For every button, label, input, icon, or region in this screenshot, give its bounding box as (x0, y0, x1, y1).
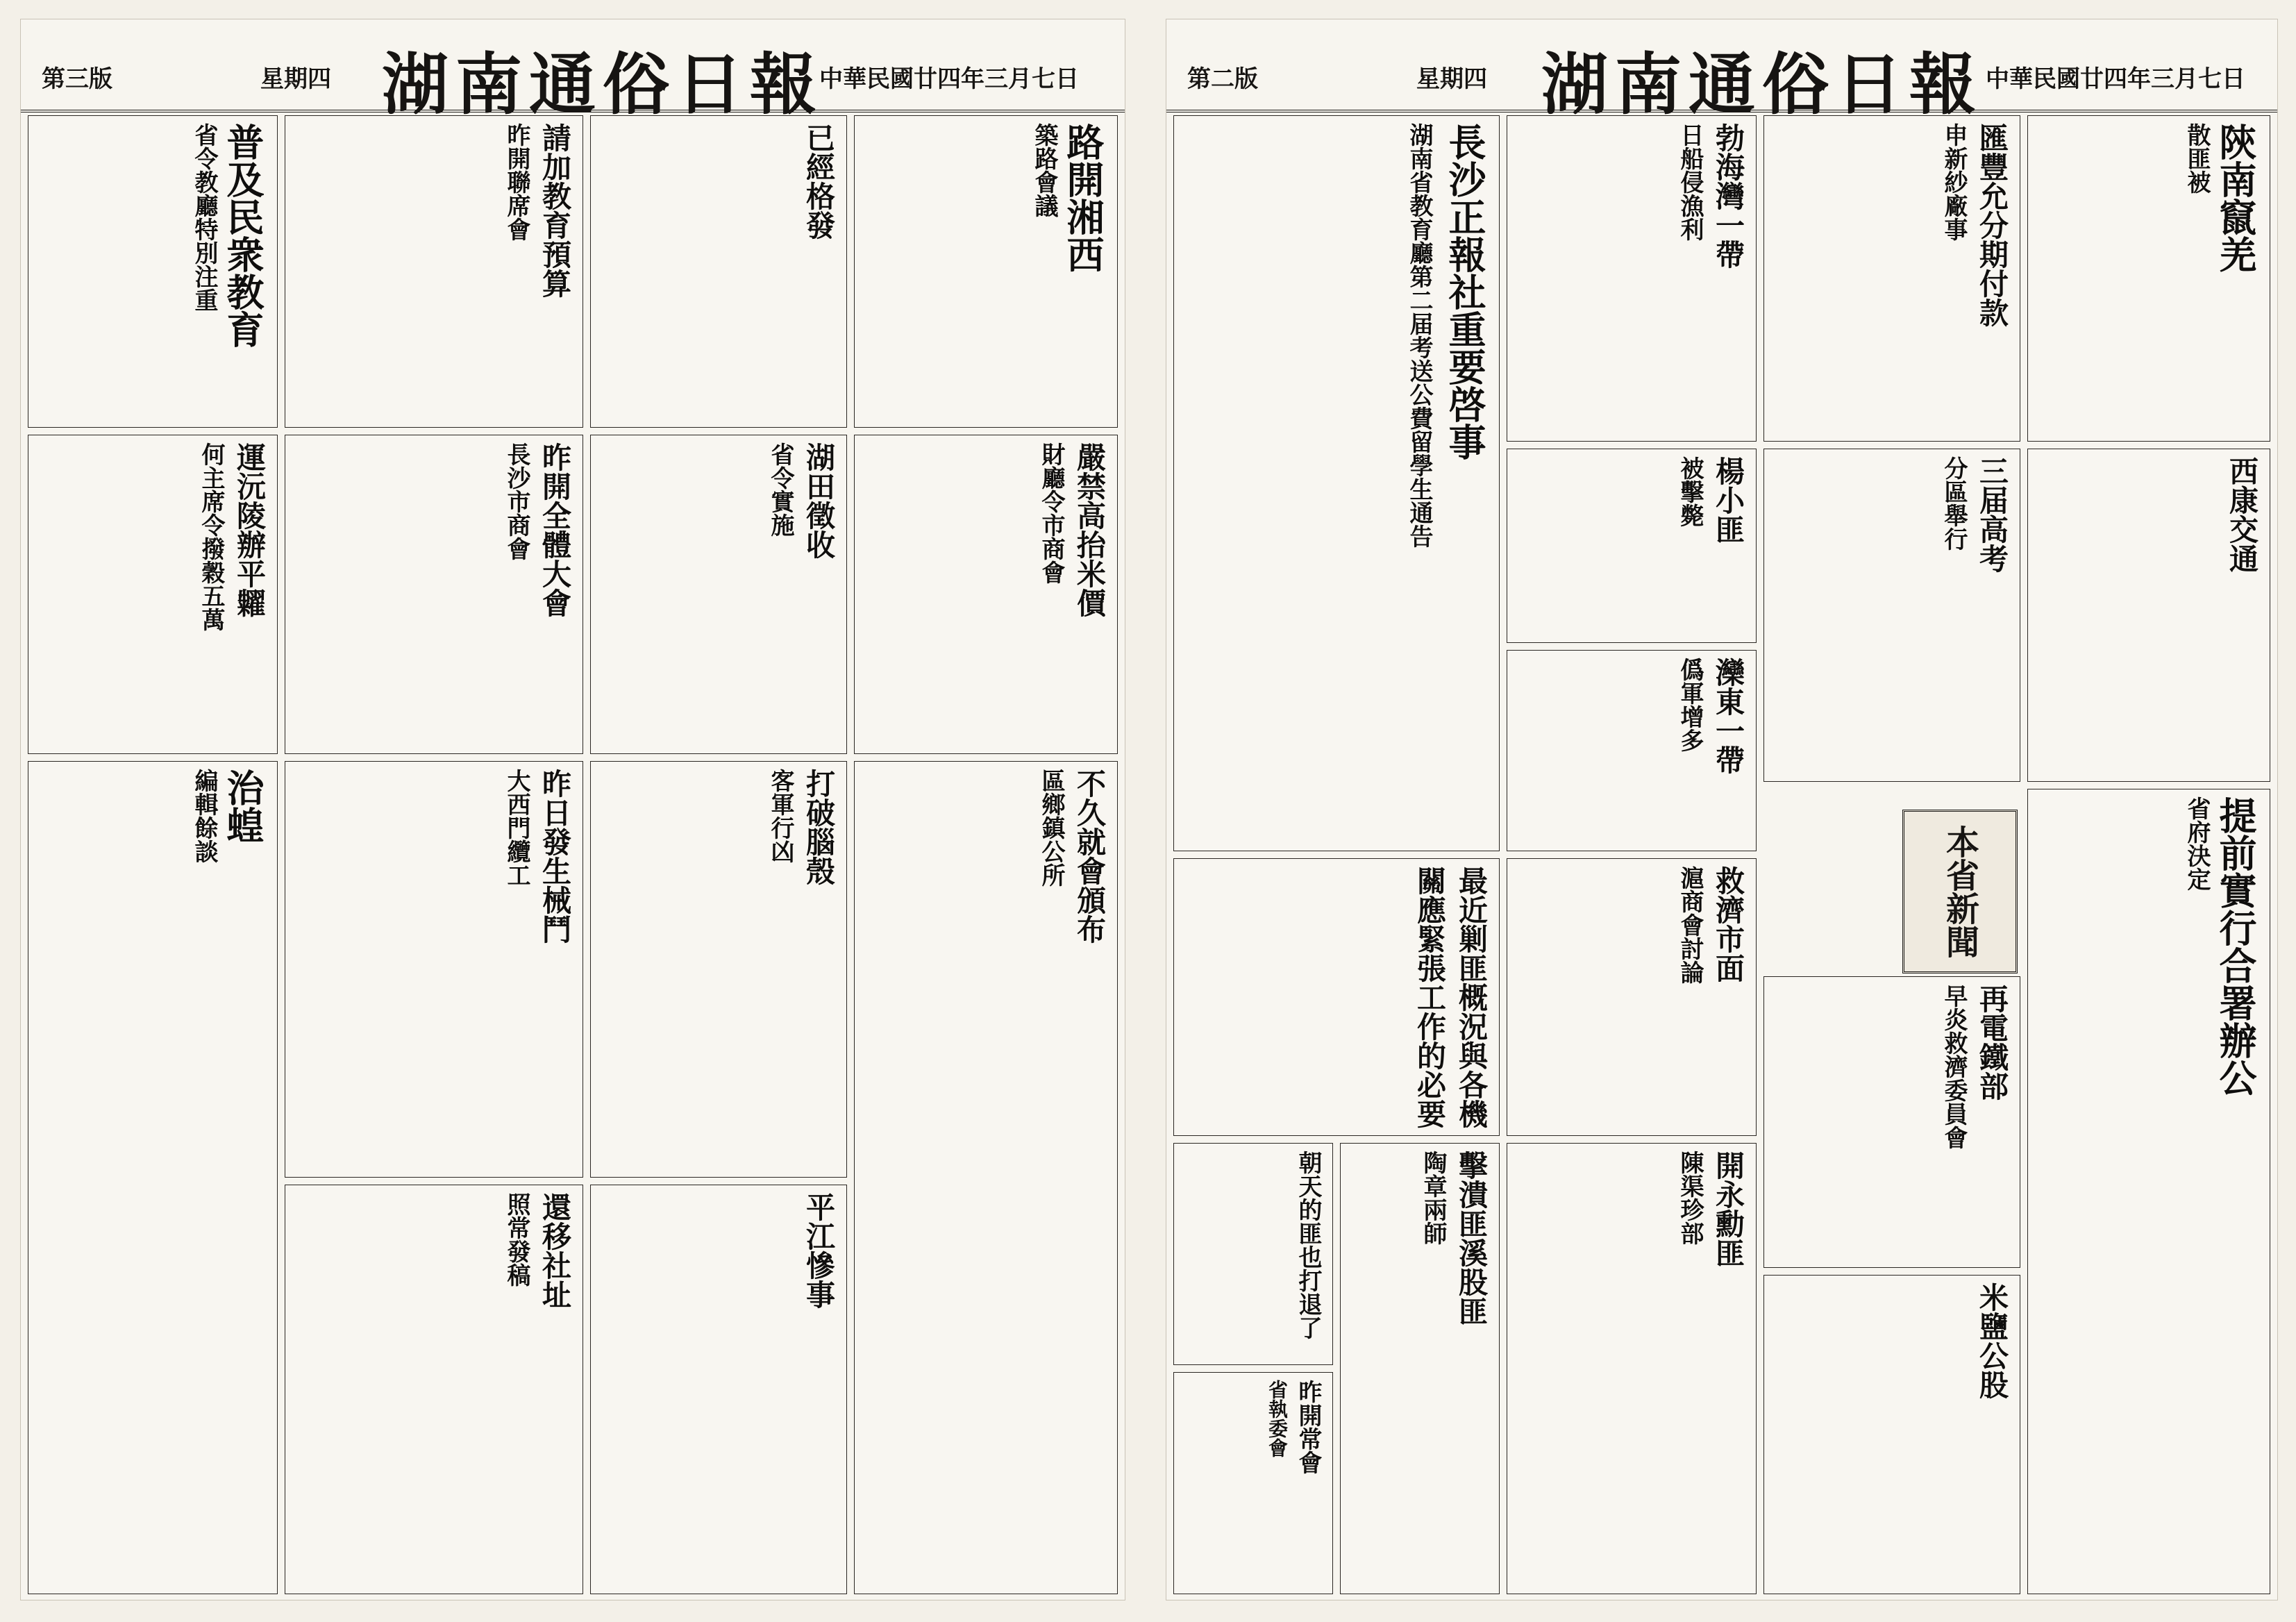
article-body (1514, 123, 1667, 434)
headline: 救濟市面 (1711, 866, 1745, 983)
newspaper-page-left (21, 19, 1125, 1600)
article-education-budget (285, 115, 583, 428)
subheadline: 日船侵漁利 (1676, 123, 1704, 241)
article-bandit-summary (1173, 858, 1500, 1136)
headline: 平江慘事 (802, 1192, 836, 1309)
article-market-relief (1507, 858, 1757, 1136)
headline: 昨開全體大會 (538, 442, 572, 617)
masthead-edition: 第二版 (1187, 65, 1258, 93)
headline: 湖田徵收 (802, 442, 836, 559)
article-body (1181, 1151, 1264, 1357)
article-body (292, 442, 473, 746)
masthead (21, 19, 1125, 124)
article-grid (21, 115, 1125, 1600)
subheadline: 省令實施 (766, 442, 794, 537)
article-body (1181, 866, 1431, 1128)
article-news-agency-move (285, 1185, 583, 1594)
subheadline: 客軍行凶 (766, 769, 794, 863)
headline: 擊潰匪溪股匪 (1455, 1151, 1489, 1326)
center-notice (1173, 115, 1500, 851)
subheadline: 湖南省教育廳第二届考送公費留學生通告 (1405, 123, 1433, 548)
article-joint-office (2027, 789, 2270, 1594)
article-rope-workers-fight (285, 761, 583, 1178)
subheadline: 省府決定 (2183, 796, 2211, 891)
article-body (1771, 1282, 1966, 1587)
headline: 灤東一帶 (1711, 658, 1745, 774)
article-body (292, 1192, 473, 1587)
headline: 楊小匪 (1711, 456, 1745, 544)
subheadline: 省執委會 (1266, 1380, 1289, 1457)
article-rice-salt-shares (1763, 1275, 2020, 1594)
article-body (1348, 1151, 1417, 1587)
article-chaotian-repelled (1173, 1143, 1333, 1365)
article-body (2035, 796, 2174, 1587)
headline: 打破腦殼 (802, 769, 836, 885)
headline: 請加教育預算 (538, 123, 572, 298)
article-xiangxi-road (854, 115, 1118, 428)
subheadline: 滬商會討論 (1676, 866, 1704, 984)
subheadline: 省令教廳特別注重 (190, 123, 218, 312)
article-body (35, 442, 174, 746)
headline: 嚴禁高抬米價 (1073, 442, 1107, 617)
article-rice-price-ban (854, 435, 1118, 754)
headline: 西康交通 (2225, 456, 2259, 573)
headline: 還移社址 (538, 1192, 572, 1309)
article-body (862, 123, 1007, 420)
subheadline: 編輯餘談 (190, 769, 218, 863)
article-body (598, 1192, 792, 1587)
article-yongshun-bandits (1507, 1143, 1757, 1594)
article-rail-ministry (1763, 976, 2020, 1268)
headline: 最近剿匪概況與各機關應緊張工作的必要 (1413, 866, 1489, 1128)
subheadline: 大西門纜工 (503, 769, 530, 887)
article-bohai-fishing (1507, 115, 1757, 442)
article-locust-control (28, 761, 278, 1594)
masthead (1166, 19, 2277, 124)
headline: 長沙正報社重要啓事 (1443, 123, 1487, 460)
subheadline: 長沙市商會 (503, 442, 530, 560)
article-body (1514, 1151, 1667, 1587)
headline: 路開湘西 (1061, 123, 1105, 273)
headline: 昨日發生械鬥 (538, 769, 572, 944)
headline: 昨開常會 (1294, 1380, 1322, 1474)
subheadline: 陶章兩師 (1419, 1151, 1447, 1245)
article-body (1514, 658, 1667, 844)
headline: 米鹽公股 (1975, 1282, 2009, 1399)
subheadline: 照常發稿 (503, 1192, 530, 1287)
article-executive-meeting (1173, 1372, 1333, 1594)
masthead-date: 中華民國廿四年三月七日 (1986, 65, 2245, 93)
article-hsbc-installment (1763, 115, 2020, 442)
masthead-weekday: 星期四 (1416, 65, 1487, 93)
article-yang-bandit-killed (1507, 449, 1757, 643)
article-troops-violence (590, 761, 847, 1178)
subheadline: 何主席令撥穀五萬 (197, 442, 225, 631)
subheadline: 被擊斃 (1676, 456, 1704, 527)
article-shaanxi-bandits (2027, 115, 2270, 442)
headline: 普及民衆教育 (221, 123, 265, 348)
subheadline: 分區舉行 (1940, 456, 1968, 551)
subheadline: 陳渠珍部 (1676, 1151, 1704, 1245)
headline: 開永勳匪 (1711, 1151, 1745, 1267)
article-luandong-puppet-troops (1507, 650, 1757, 851)
article-grid (1166, 115, 2277, 1600)
subheadline: 財廳令市商會 (1037, 442, 1065, 584)
article-body (292, 123, 473, 420)
masthead-weekday: 星期四 (260, 65, 331, 93)
headline: 勃海灣一帶 (1711, 123, 1745, 269)
article-body (1771, 984, 1924, 1260)
article-xikang-transport (2027, 449, 2270, 782)
article-pingjiang-tragedy (590, 1185, 847, 1594)
article-district-offices (854, 761, 1118, 1594)
article-body (35, 123, 174, 420)
article-body (1771, 123, 1924, 434)
article-body (2035, 123, 2174, 434)
headline: 已經格發 (802, 123, 836, 240)
headline: 陝南竄羌 (2213, 123, 2258, 273)
article-body (598, 769, 751, 1170)
article-body (1514, 456, 1667, 635)
headline: 運沅陵辦平糶 (233, 442, 267, 617)
headline: 朝天的匪也打退了 (1294, 1151, 1322, 1339)
article-civil-exam (1763, 449, 2020, 782)
article-body (862, 442, 1014, 746)
article-body (292, 769, 473, 1170)
section-label-provincial-news: 本省新聞 (1902, 810, 2018, 973)
subheadline: 散匪被 (2183, 123, 2211, 194)
article-body (2035, 456, 2215, 774)
article-xixi-bandits (1340, 1143, 1500, 1594)
article-body (1181, 123, 1389, 844)
masthead-edition: 第三版 (42, 65, 112, 93)
newspaper-page-right (1166, 19, 2277, 1600)
subheadline: 僞軍增多 (1676, 658, 1704, 752)
article-body (598, 123, 792, 420)
headline: 三届高考 (1975, 456, 2009, 573)
subheadline: 築路會議 (1030, 123, 1058, 217)
headline: 提前實行合署辦公 (2213, 796, 2258, 1096)
article-body (35, 769, 174, 1587)
subheadline: 昨開聯席會 (503, 123, 530, 241)
article-body (1771, 456, 1924, 774)
headline: 治蝗 (221, 769, 265, 844)
newspaper-name: 湖南通俗日報 (382, 45, 823, 124)
article-chamber-assembly (285, 435, 583, 754)
subheadline: 申新紗廠事 (1940, 123, 1968, 241)
article-grain-relief (28, 435, 278, 754)
article-body (862, 769, 1014, 1587)
headline: 不久就會頒布 (1073, 769, 1107, 944)
headline: 再電鐵部 (1975, 984, 2009, 1101)
article-body (1181, 1380, 1250, 1587)
headline: 匯豐允分期付款 (1975, 123, 2009, 327)
article-funds-issued (590, 115, 847, 428)
article-body (598, 442, 751, 746)
newspaper-name: 湖南通俗日報 (1541, 45, 1983, 124)
subheadline: 區鄉鎮公所 (1037, 769, 1065, 887)
masthead-date: 中華民國廿四年三月七日 (819, 65, 1079, 93)
article-popular-education (28, 115, 278, 428)
subheadline: 早炎救濟委員會 (1940, 984, 1968, 1149)
article-lake-field-tax (590, 435, 847, 754)
article-body (1514, 866, 1667, 1128)
